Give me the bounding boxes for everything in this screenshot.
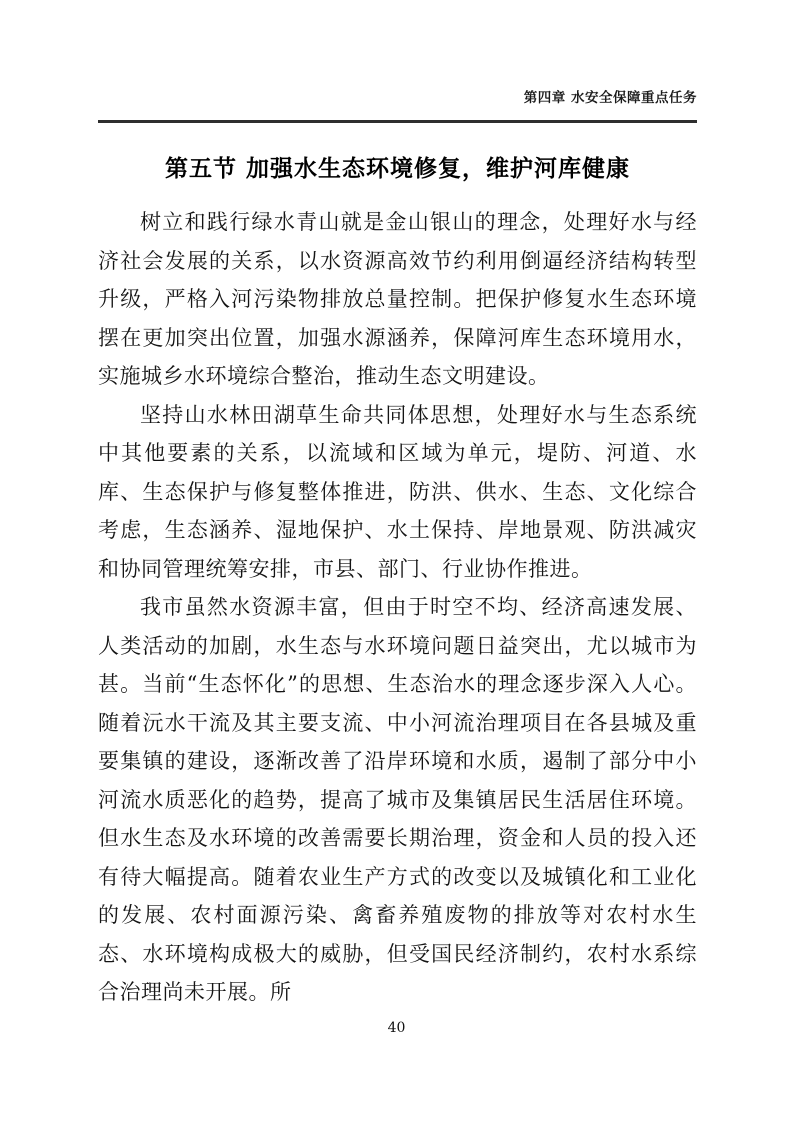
- running-header: 第四章 水安全保障重点任务: [523, 90, 697, 106]
- header-rule: [98, 120, 697, 123]
- body-paragraph: 坚持山水林田湖草生命共同体思想，处理好水与生态系统中其他要素的关系，以流域和区域为单元，堤防、河道、水库、生态保护与修复整体推进，防洪、供水、生态、文化综合考虑，生态涵养、湿地保护、水土保持、岸地景观、防洪减灾和协同管理统筹安排，市县、部门、行业协作推进。: [98, 402, 697, 581]
- body-paragraph: 我市虽然水资源丰富，但由于时空不均、经济高速发展、人类活动的加剧，水生态与水环境问题日益突出，尤以城市为甚。当前“生态怀化”的思想、生态治水的理念逐步深入人心。随着沅水干流及其主要支流、中小河流治理项目在各县城及重要集镇的建设，逐渐改善了沿岸环境和水质，遏制了部分中小河流水质恶化的趋势，提高了城市及集镇居民生活居住环境。但水生态及水环境的改善需要长期治理，资金和人员的投入还有待大幅提高。随着农业生产方式的改变以及城镇化和工业化的发展、农村面源污染、禽畜养殖废物的排放等对农村水生态、水环境构成极大的威胁，但受国民经济制约，农村水系综合治理尚未开展。所: [98, 595, 697, 1004]
- body-paragraph: 树立和践行绿水青山就是金山银山的理念，处理好水与经济社会发展的关系，以水资源高效节约利用倒逼经济结构转型升级，严格入河污染物排放总量控制。把保护修复水生态环境摆在更加突出位置，加强水源涵养，保障河库生态环境用水，实施城乡水环境综合整治，推动生态文明建设。: [98, 210, 697, 388]
- body-text: [98, 203, 697, 1012]
- section-title: 第五节 加强水生态环境修复，维护河库健康: [164, 155, 630, 182]
- page-content: [98, 0, 697, 1012]
- page-number: 40: [387, 1020, 406, 1036]
